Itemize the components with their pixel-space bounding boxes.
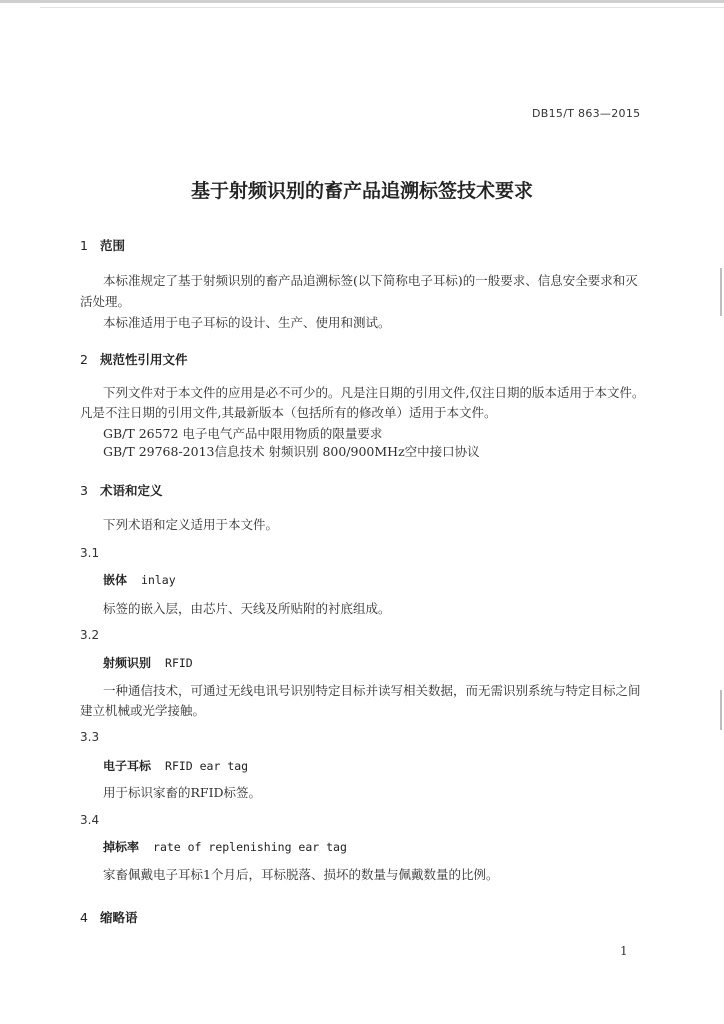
section-3-heading xyxy=(80,481,163,499)
paragraph: 下列文件对于本文件的应用是必不可少的。凡是注日期的引用文件,仅注日期的版本适用于本文件。 xyxy=(103,385,645,400)
term-number: 3.4 xyxy=(80,813,100,827)
term-definition: 用于标识家畜的RFID标签。 xyxy=(103,785,262,800)
term-english: RFID xyxy=(165,656,193,670)
page-number: 1 xyxy=(620,944,628,958)
term-definition: 标签的嵌入层，由芯片、天线及所贴附的衬底组成。 xyxy=(103,601,391,616)
section-number: 2 xyxy=(80,352,88,367)
scan-edge-mark xyxy=(720,690,722,730)
section-title: 范围 xyxy=(100,238,126,253)
paragraph: 凡是不注日期的引用文件,其最新版本（包括所有的修改单）适用于本文件。 xyxy=(80,405,497,420)
section-2-heading xyxy=(80,350,188,368)
term-entry xyxy=(103,757,248,774)
term-definition: 建立机械或光学接触。 xyxy=(80,703,206,718)
term-number: 3.1 xyxy=(80,546,100,560)
section-title: 缩略语 xyxy=(100,910,138,925)
term-number: 3.2 xyxy=(80,628,100,642)
section-1-heading xyxy=(80,236,125,254)
term-entry xyxy=(103,838,347,855)
term-entry xyxy=(103,571,176,588)
paragraph: 下列术语和定义适用于本文件。 xyxy=(103,517,279,532)
term-english: inlay xyxy=(141,573,176,587)
scan-top-line xyxy=(40,7,724,8)
scan-edge-mark xyxy=(720,268,722,316)
document-title: 基于射频识别的畜产品追溯标签技术要求 xyxy=(190,180,533,202)
section-title: 规范性引用文件 xyxy=(100,352,188,367)
section-4-heading xyxy=(80,908,138,926)
section-number: 4 xyxy=(80,910,88,925)
scan-top-edge xyxy=(0,0,724,3)
section-title: 术语和定义 xyxy=(100,483,163,498)
paragraph: 活处理。 xyxy=(80,294,131,309)
term-chinese: 射频识别 xyxy=(103,656,152,670)
reference-item: GB/T 26572 电子电气产品中限用物质的限量要求 xyxy=(103,426,383,441)
term-definition: 一种通信技术，可通过无线电讯号识别特定目标并读写相关数据，而无需识别系统与特定目标之间 xyxy=(103,683,641,698)
term-number: 3.3 xyxy=(80,730,100,744)
paragraph: 本标准规定了基于射频识别的畜产品追溯标签(以下简称电子耳标)的一般要求、信息安全要求和灭 xyxy=(103,273,638,288)
term-chinese: 电子耳标 xyxy=(103,759,152,773)
term-chinese: 嵌体 xyxy=(103,573,128,587)
term-chinese: 掉标率 xyxy=(103,840,140,854)
term-english: RFID ear tag xyxy=(165,759,249,773)
section-number: 1 xyxy=(80,238,88,253)
term-entry xyxy=(103,654,193,671)
document-code: DB15/T 863—2015 xyxy=(532,107,641,120)
term-english: rate of replenishing ear tag xyxy=(153,840,347,854)
paragraph: 本标准适用于电子耳标的设计、生产、使用和测试。 xyxy=(103,315,391,330)
term-definition: 家畜佩戴电子耳标1个月后，耳标脱落、损坏的数量与佩戴数量的比例。 xyxy=(103,867,499,882)
reference-item: GB/T 29768-2013信息技术 射频识别 800/900MHz空中接口协议 xyxy=(103,444,480,459)
section-number: 3 xyxy=(80,483,88,498)
